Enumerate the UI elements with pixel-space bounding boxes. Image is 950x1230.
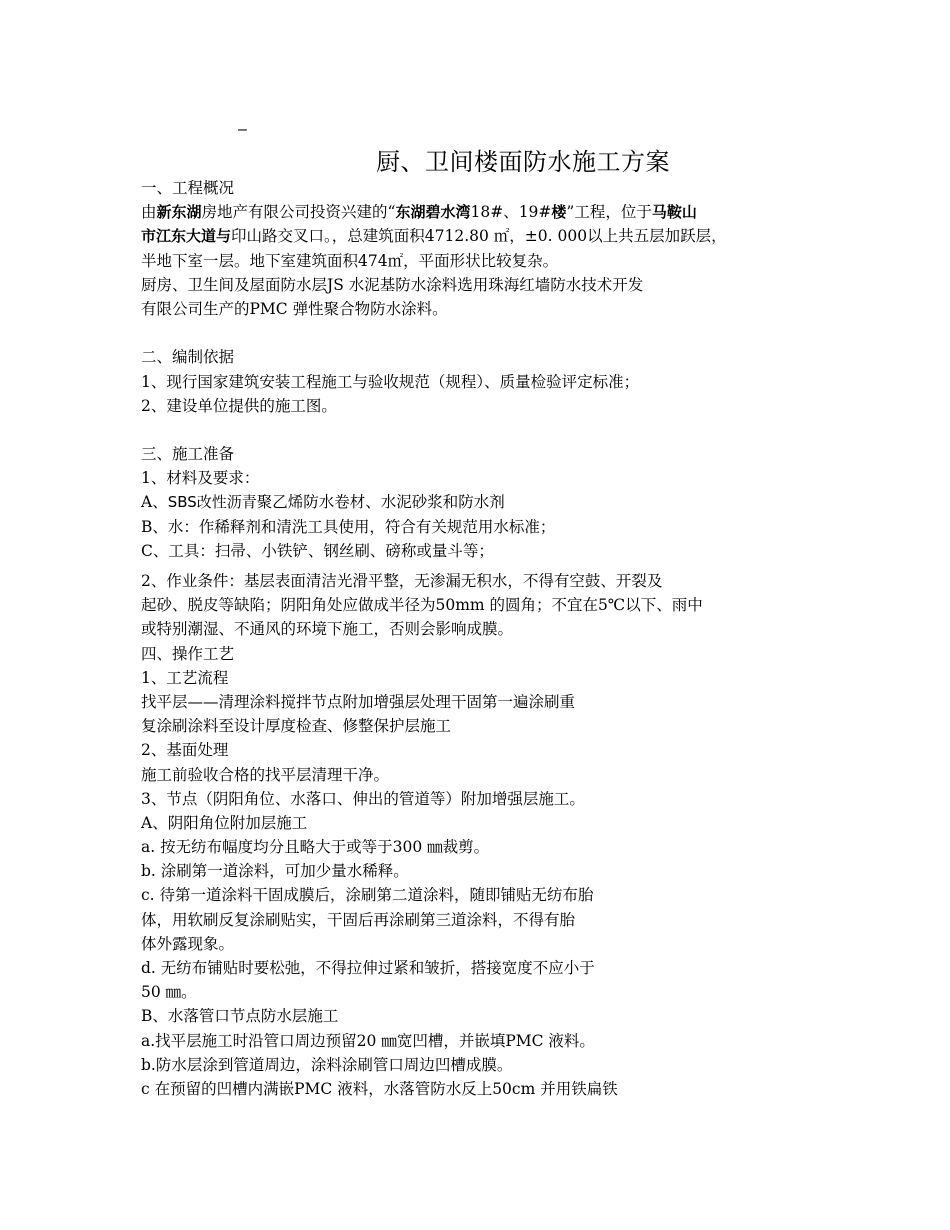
paragraph-line: 体，用软刷反复涂刷贴实，干固后再涂刷第三道涂料，不得有胎 <box>141 910 576 929</box>
text-run: ”工程，位于 <box>566 203 652 222</box>
building-label: 楼 <box>551 203 567 222</box>
material-name: SBS改性沥青 <box>167 493 257 512</box>
list-item: B、水：作稀释剂和清洗工具使用，符合有关规范用水标准； <box>141 517 556 536</box>
list-item: b.防水层涂到管道周边，涂料涂刷管口周边凹槽成膜。 <box>141 1055 513 1074</box>
text-run: 聚乙烯防水卷材、水泥砂浆和防水剂 <box>256 493 505 512</box>
text-run: 印山路交叉口。，总建筑面积4712.80 ㎡，±0. 000以上共五层加跃层， <box>231 227 727 246</box>
road-name: 市江东大道与 <box>141 227 232 246</box>
section-heading: 一、工程概况 <box>141 179 235 197</box>
blank-line <box>141 418 921 442</box>
paragraph-line: 起砂、脱皮等缺陷；阴阳角处应做成半径为50mm 的圆角；不宜在5℃以下、雨中 <box>141 596 703 615</box>
list-item: d. 无纺布铺贴时要松弛，不得拉伸过紧和皱折，搭接宽度不应小于 <box>141 959 595 977</box>
page-title: 厨、卫间楼面防水施工方案 <box>376 148 670 176</box>
list-item: A、阴阳角位附加层施工 <box>141 813 308 832</box>
paragraph-line: 有限公司生产的PMC 弹性聚合物防水涂料。 <box>141 299 448 318</box>
list-item: b. 涂刷第一道涂料，可加少量水稀释。 <box>141 862 409 881</box>
list-item <box>141 490 921 514</box>
text-run: 房地产有限公司投资兴建的“ <box>201 203 396 222</box>
list-item: 1、材料及要求： <box>141 469 260 488</box>
list-item: 1、现行国家建筑安装工程施工与验收规范（规程）、质量检验评定标准； <box>141 372 640 391</box>
paragraph-line: 厨房、卫生间及屋面防水层JS 水泥基防水涂料选用珠海红墙防水技术开发 <box>141 275 644 294</box>
text-run: 由 <box>141 203 157 222</box>
list-item: 1、工艺流程 <box>141 668 229 687</box>
paragraph-line: 50 ㎜。 <box>141 983 197 1002</box>
developer-name: 新东湖 <box>156 203 202 222</box>
list-item: 2、作业条件：基层表面清洁光滑平整，无渗漏无积水，不得有空鼓、开裂及 <box>141 572 663 590</box>
paragraph-line <box>141 200 921 224</box>
paragraph-line: 施工前验收合格的找平层清理干净。 <box>141 765 390 784</box>
list-item: 2、基面处理 <box>141 741 229 760</box>
list-item: a.找平层施工时沿管口周边预留20 ㎜宽凹槽，并嵌填PMC 液料。 <box>141 1031 595 1050</box>
text-run: 18#、19# <box>470 203 552 222</box>
list-item: B、水落管口节点防水层施工 <box>141 1007 339 1026</box>
paragraph-line: 半地下室一层。地下室建筑面积474㎡，平面形状比较复杂。 <box>141 251 559 270</box>
list-item: 3、节点（阴阳角位、水落口、伸出的管道等）附加增强层施工。 <box>141 789 585 808</box>
header-dash: – <box>238 121 247 138</box>
text-run: A、 <box>141 493 168 512</box>
list-item: c. 待第一道涂料干固成膜后，涂刷第二道涂料，随即铺贴无纺布胎 <box>141 886 594 905</box>
paragraph-line: 找平层——清理涂料搅拌节点附加增强层处理干固第一遍涂刷重 <box>141 692 576 711</box>
list-item: a. 按无纺布幅度均分且略大于或等于300 ㎜裁剪。 <box>141 838 490 857</box>
paragraph-line: 复涂刷涂料至设计厚度检查、修整保护层施工 <box>141 717 452 736</box>
project-name: 东湖碧水湾 <box>395 203 471 222</box>
list-item: c 在预留的凹槽内满嵌PMC 液料，水落管防水反上50cm 并用铁扁铁 <box>141 1079 618 1098</box>
section-heading: 四、操作工艺 <box>141 644 235 663</box>
paragraph-line: 体外露现象。 <box>141 934 235 953</box>
document-body <box>141 176 921 1101</box>
paragraph-line: 或特别潮湿、不通风的环境下施工，否则会影响成膜。 <box>141 620 514 639</box>
paragraph-line <box>141 224 921 248</box>
list-item: C、工具：扫帚、小铁铲、钢丝刷、磅称或量斗等； <box>141 541 494 560</box>
list-item: 2、建设单位提供的施工图。 <box>141 396 337 415</box>
blank-line <box>141 321 921 345</box>
section-heading: 三、施工准备 <box>141 445 235 464</box>
section-heading: 二、编制依据 <box>141 348 235 367</box>
city-name: 马鞍山 <box>651 203 697 222</box>
